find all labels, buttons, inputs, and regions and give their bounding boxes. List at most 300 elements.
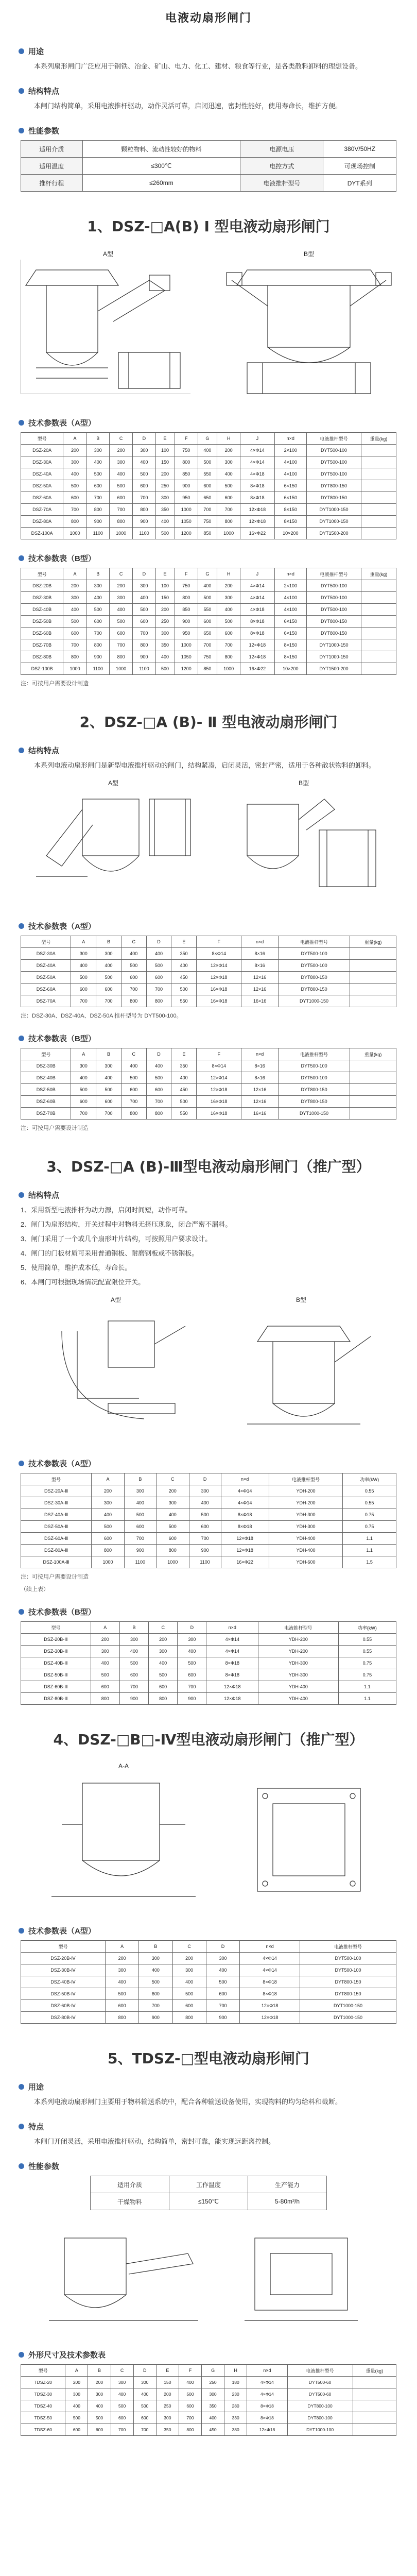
- column-header: F: [175, 433, 198, 445]
- table-cell: 200: [91, 1634, 119, 1646]
- table-cell: 400: [146, 948, 171, 960]
- table-cell: 950: [175, 492, 198, 504]
- table-cell: DSZ-40B: [21, 1072, 71, 1084]
- table-cell: DSZ-80B-Ⅳ: [21, 2012, 106, 2024]
- table-cell: 350: [155, 504, 175, 516]
- gate-drawing-plan-icon: [232, 1762, 386, 1912]
- column-header: A: [105, 1941, 138, 1953]
- table-cell: 1000: [175, 504, 198, 516]
- table-cell: 600: [96, 984, 121, 995]
- table-cell: 600: [124, 1521, 156, 1533]
- s3-item: 6、本闸门可根据现场情况配置限位开关。: [21, 1278, 145, 1286]
- column-header: C: [111, 2365, 133, 2377]
- table-cell: 550: [171, 1108, 197, 1120]
- bullet-icon: [19, 555, 24, 561]
- table-cell: 300: [109, 592, 132, 604]
- column-header: B: [119, 1622, 148, 1634]
- table-cell: 700: [63, 639, 86, 651]
- column-header: G: [198, 433, 217, 445]
- table-row: [21, 663, 396, 675]
- table-cell: 600: [63, 628, 86, 639]
- s2-tech-b-heading: 技术参数表（B型）: [19, 1033, 417, 1044]
- s3-fig-b: B型: [216, 1295, 386, 1445]
- s2-note-a: 注：DSZ-30A、DSZ-40A、DSZ-50A 推杆型号为 DYT500-100。: [21, 1013, 182, 1019]
- column-header: A: [92, 1473, 125, 1485]
- table-cell: YDH-200: [269, 1497, 343, 1509]
- table-cell: DSZ-70A: [21, 504, 63, 516]
- table-cell: DSZ-60A: [21, 984, 71, 995]
- s3-item: 4、闸门的门板材质可采用普通钢板、耐磨钢板或不锈钢板。: [21, 1249, 199, 1257]
- column-header: 功率(kW): [343, 1473, 396, 1485]
- table-cell: 950: [175, 628, 198, 639]
- table-cell: [350, 948, 396, 960]
- table-cell: DYT500-100: [278, 948, 350, 960]
- s1-footnote: 注：可按用户需要设计制造: [21, 681, 89, 687]
- column-header: D: [189, 1473, 221, 1485]
- table-cell: 600: [71, 984, 96, 995]
- table-cell: 800: [109, 651, 132, 663]
- column-header: 电液推杆型号: [269, 1473, 343, 1485]
- table-cell: 100: [155, 580, 175, 592]
- column-header: B: [86, 568, 109, 580]
- table-cell: TDSZ-30: [21, 2388, 65, 2400]
- column-header: E: [171, 1048, 197, 1060]
- s1-tech-b-heading: 技术参数表（B型）: [19, 553, 417, 564]
- table-cell: DYT500-100: [307, 604, 361, 616]
- table-header-row: [21, 1622, 396, 1634]
- table-cell: 0.75: [343, 1509, 396, 1521]
- table-cell: 800: [109, 516, 132, 528]
- table-cell: 800: [172, 2012, 206, 2024]
- t3b-table: [21, 1621, 396, 1705]
- table-cell: 900: [133, 651, 155, 663]
- table-cell: 400: [149, 1657, 178, 1669]
- table-row: 适用温度 ≤300℃ 电控方式 可现场控制: [21, 158, 396, 175]
- table-cell: 800: [63, 516, 86, 528]
- table-cell: 800: [63, 651, 86, 663]
- table-cell: [350, 1084, 396, 1096]
- table-cell: 800: [149, 1693, 178, 1705]
- table-cell: 300: [133, 445, 155, 456]
- table-cell: 1000: [217, 663, 240, 675]
- table-cell: 600: [217, 628, 240, 639]
- table-cell: DSZ-30B-Ⅳ: [21, 1964, 106, 1976]
- column-header: n×d: [274, 568, 307, 580]
- bullet-icon: [19, 1036, 24, 1041]
- table-cell: 0.75: [343, 1521, 396, 1533]
- column-header: n×d: [240, 1941, 300, 1953]
- table-cell: DSZ-30A: [21, 456, 63, 468]
- table-header-row: [21, 1941, 396, 1953]
- column-header: D: [178, 1622, 206, 1634]
- bullet-icon: [19, 1192, 24, 1198]
- table-cell: DSZ-100B: [21, 663, 63, 675]
- s2-figures: [0, 778, 417, 907]
- table-header-row: [21, 433, 396, 445]
- table-cell: 700: [139, 2000, 172, 2012]
- table-cell: 16×16: [241, 1108, 278, 1120]
- table-cell: YDH-200: [258, 1634, 339, 1646]
- column-header: 型号: [21, 2365, 65, 2377]
- column-header: E: [155, 433, 175, 445]
- table-cell: 400: [63, 468, 86, 480]
- table-cell: 700: [86, 628, 109, 639]
- s1-tech-a-heading: 技术参数表（A型）: [19, 417, 417, 428]
- table-cell: DSZ-50A: [21, 972, 71, 984]
- table-cell: 700: [206, 2000, 239, 2012]
- table-cell: 650: [198, 628, 217, 639]
- table-cell: 800: [91, 1693, 119, 1705]
- table-cell: 400: [111, 2388, 133, 2400]
- table-cell: 8×Φ18: [240, 492, 274, 504]
- table-cell: 8×Φ18: [240, 616, 274, 628]
- table-cell: 1.5: [343, 1556, 396, 1568]
- table-cell: DYT800-100: [287, 2412, 353, 2424]
- table-cell: 4×Φ14: [240, 445, 274, 456]
- table-cell: 12×Φ18: [240, 639, 274, 651]
- bottom-spacer: [0, 2440, 417, 2461]
- table-cell: 800: [146, 1108, 171, 1120]
- table-cell: 650: [198, 492, 217, 504]
- table-cell: 8×150: [274, 504, 307, 516]
- column-header: 型号: [21, 433, 63, 445]
- table-cell: 16×16: [241, 995, 278, 1007]
- table-cell: [350, 1096, 396, 1108]
- table-cell: 300: [172, 1964, 206, 1976]
- table-cell: 800: [133, 639, 155, 651]
- table-row: [21, 960, 396, 972]
- bullet-icon: [19, 1928, 24, 1934]
- table-row: [21, 2388, 396, 2400]
- table-cell: 12×Φ18: [247, 2424, 287, 2436]
- table-header-row: [21, 568, 396, 580]
- table-cell: 100: [155, 445, 175, 456]
- table-cell: [353, 2388, 396, 2400]
- table-cell: 300: [65, 2388, 88, 2400]
- table-cell: 4×Φ14: [240, 1953, 300, 1964]
- table-cell: TDSZ-40: [21, 2400, 65, 2412]
- s1-title: 1、DSZ-□A(B) Ⅰ 型电液动扇形闸门: [87, 218, 330, 235]
- table-cell: 500: [172, 1988, 206, 2000]
- table-row: [21, 1657, 396, 1669]
- column-header: 型号: [21, 936, 71, 948]
- table-cell: DYT800-150: [307, 628, 361, 639]
- table-cell: 450: [171, 972, 197, 984]
- table-cell: DYT500-100: [307, 445, 361, 456]
- table-cell: 4×Φ14: [206, 1634, 258, 1646]
- column-header: A: [65, 2365, 88, 2377]
- table-cell: DYT500-100: [307, 468, 361, 480]
- table-cell: 300: [92, 1497, 125, 1509]
- table-cell: 700: [146, 1096, 171, 1108]
- table-cell: 750: [198, 516, 217, 528]
- table-cell: 250: [156, 2400, 179, 2412]
- table-cell: TDSZ-60: [21, 2424, 65, 2436]
- t1a-table: [21, 432, 396, 539]
- table-cell: 700: [217, 639, 240, 651]
- table-cell: 400: [133, 456, 155, 468]
- table-cell: 400: [105, 1976, 138, 1988]
- table-row: [21, 628, 396, 639]
- table-row: [21, 948, 396, 960]
- table-cell: 400: [86, 592, 109, 604]
- column-header: n×d: [206, 1622, 258, 1634]
- table-cell: [350, 1108, 396, 1120]
- column-header: D: [133, 2365, 156, 2377]
- table-cell: 12×16: [241, 1096, 278, 1108]
- s3-feature-heading: 结构特点: [19, 1190, 417, 1200]
- gate-drawing-front-icon: [224, 2217, 378, 2336]
- s4-title: 4、DSZ-□B□-Ⅳ型电液动扇形闸门（推广型）: [53, 1731, 364, 1748]
- bullet-icon: [19, 128, 24, 133]
- table-cell: 8×Φ14: [197, 1060, 241, 1072]
- table-cell: 800: [217, 651, 240, 663]
- table-cell: DYT800-150: [307, 492, 361, 504]
- table-cell: [361, 504, 396, 516]
- s1-figures: [0, 249, 417, 404]
- column-header: G: [198, 568, 217, 580]
- column-header: 功率(kW): [338, 1622, 396, 1634]
- s4-tech-heading: 技术参数表（A型）: [19, 1925, 417, 1936]
- table-cell: 750: [198, 651, 217, 663]
- table-cell: 550: [198, 468, 217, 480]
- table-cell: 800: [146, 995, 171, 1007]
- table-cell: 300: [96, 948, 121, 960]
- table-cell: 300: [111, 2377, 133, 2388]
- table-cell: 400: [109, 604, 132, 616]
- table-cell: 700: [146, 984, 171, 995]
- column-header: D: [133, 433, 155, 445]
- column-header: A: [91, 1622, 119, 1634]
- table-cell: 400: [198, 445, 217, 456]
- table-row: [21, 2000, 396, 2012]
- table-cell: 1100: [133, 663, 155, 675]
- table-cell: 700: [198, 504, 217, 516]
- column-header: 电液推杆型号: [300, 1941, 396, 1953]
- table-cell: DSZ-80B-Ⅲ: [21, 1693, 91, 1705]
- table-cell: 200: [172, 1953, 206, 1964]
- table-cell: 600: [217, 492, 240, 504]
- table-cell: 4×Φ14: [247, 2388, 287, 2400]
- table-cell: DYT500-100: [307, 580, 361, 592]
- table-cell: 800: [217, 516, 240, 528]
- table-cell: 400: [88, 2400, 111, 2412]
- table-cell: DSZ-60A-Ⅲ: [21, 1533, 92, 1545]
- table-cell: 8×150: [274, 651, 307, 663]
- table-cell: DSZ-50A-Ⅲ: [21, 1521, 92, 1533]
- table-cell: 8×Φ18: [206, 1669, 258, 1681]
- table-cell: [361, 580, 396, 592]
- table-cell: 600: [133, 2412, 156, 2424]
- table-cell: 1000: [63, 528, 86, 539]
- table-cell: 900: [86, 516, 109, 528]
- table-cell: 500: [121, 960, 146, 972]
- table-cell: 500: [86, 604, 109, 616]
- table-cell: 4×100: [274, 604, 307, 616]
- column-header: D: [146, 936, 171, 948]
- s3-figures: [0, 1295, 417, 1445]
- bullet-icon: [19, 748, 24, 753]
- column-header: C: [156, 1473, 189, 1485]
- column-header: B: [96, 936, 121, 948]
- table-cell: 500: [155, 663, 175, 675]
- table-row: 适用介质 颗粒物料、流动性较好的物料 电源电压 380V/50HZ: [21, 141, 396, 158]
- table-cell: DSZ-20B-Ⅲ: [21, 1634, 91, 1646]
- table-cell: DSZ-60B: [21, 628, 63, 639]
- table-row: [21, 1072, 396, 1084]
- gate-drawing-a-icon: [26, 778, 201, 907]
- table-cell: 800: [121, 995, 146, 1007]
- column-header: 重量(kg): [353, 2365, 396, 2377]
- table-cell: [361, 528, 396, 539]
- table-cell: 500: [217, 616, 240, 628]
- table-cell: 400: [179, 2377, 201, 2388]
- column-header: n×d: [241, 936, 278, 948]
- table-cell: 0.75: [338, 1657, 396, 1669]
- table-cell: DSZ-80B: [21, 651, 63, 663]
- table-cell: DYT1500-200: [307, 663, 361, 675]
- table-cell: 400: [156, 1509, 189, 1521]
- table-cell: 200: [156, 2388, 179, 2400]
- table-cell: 700: [179, 2412, 201, 2424]
- table-cell: 600: [86, 616, 109, 628]
- table-cell: 300: [124, 1485, 156, 1497]
- table-cell: 250: [155, 480, 175, 492]
- table-cell: 350: [202, 2400, 224, 2412]
- table-cell: 700: [133, 628, 155, 639]
- table-cell: 12×16: [241, 984, 278, 995]
- column-header: H: [217, 568, 240, 580]
- table-cell: 800: [121, 1108, 146, 1120]
- table-cell: DYT500-60: [287, 2377, 353, 2388]
- s2-note-b: 注：可按用户需要设计制造: [21, 1125, 89, 1131]
- column-header: B: [86, 433, 109, 445]
- s5-fig-side: [39, 2217, 208, 2336]
- column-header: D: [206, 1941, 239, 1953]
- gate-drawing-section-icon: [31, 1762, 216, 1912]
- column-header: A: [63, 568, 86, 580]
- table-cell: 200: [63, 580, 86, 592]
- s2-fig-b: B型: [216, 778, 391, 907]
- table-row: [21, 2012, 396, 2024]
- column-header: C: [109, 433, 132, 445]
- table-cell: 12×Φ18: [240, 2012, 300, 2024]
- table-cell: 400: [63, 604, 86, 616]
- table-cell: 750: [175, 580, 198, 592]
- table-cell: DYT800-150: [300, 1976, 396, 1988]
- table-cell: [361, 639, 396, 651]
- s5-fig-front: [224, 2217, 378, 2336]
- table-cell: DYT800-100: [287, 2400, 353, 2412]
- table-cell: 4×Φ14: [240, 456, 274, 468]
- table-cell: 500: [96, 972, 121, 984]
- t4-table: [21, 1940, 396, 2024]
- table-cell: 16×Φ22: [240, 528, 274, 539]
- column-header: E: [156, 2365, 179, 2377]
- table-cell: 150: [156, 2377, 179, 2388]
- table-row: [21, 492, 396, 504]
- table-cell: [350, 1072, 396, 1084]
- column-header: D: [146, 1048, 171, 1060]
- table-cell: 250: [202, 2377, 224, 2388]
- s2-title: 2、DSZ-□A (B)- Ⅱ 型电液动扇形闸门: [79, 714, 338, 731]
- table-cell: 8×16: [241, 960, 278, 972]
- table-cell: 900: [206, 2012, 239, 2024]
- table-cell: 300: [217, 592, 240, 604]
- table-cell: 1000: [109, 663, 132, 675]
- s3-title: 3、DSZ-□A (B)-Ⅲ型电液动扇形闸门（推广型）: [46, 1158, 371, 1175]
- table-cell: DYT500-100: [307, 456, 361, 468]
- column-header: C: [121, 936, 146, 948]
- table-cell: 800: [86, 639, 109, 651]
- table-cell: 500: [156, 1521, 189, 1533]
- table-cell: 700: [71, 995, 96, 1007]
- table-cell: DYT1000-150: [278, 1108, 350, 1120]
- table-cell: 400: [96, 1072, 121, 1084]
- bullet-icon: [19, 2124, 24, 2129]
- table-cell: 300: [133, 2377, 156, 2388]
- table-cell: 500: [63, 616, 86, 628]
- table-cell: 1.1: [338, 1681, 396, 1693]
- table-cell: DSZ-20A: [21, 445, 63, 456]
- table-cell: 700: [71, 1108, 96, 1120]
- table-cell: 500: [86, 468, 109, 480]
- column-header: 电液推杆型号: [307, 433, 361, 445]
- table-row: [21, 2377, 396, 2388]
- s5-feature-text: 本闸门开闭灵活，采用电液推杆驱动，结构简单，密封可靠，能实现远距离控制。: [34, 2138, 275, 2145]
- table-cell: 700: [109, 639, 132, 651]
- table-cell: 800: [156, 1545, 189, 1556]
- table-row: [21, 1533, 396, 1545]
- table-cell: 200: [217, 580, 240, 592]
- column-header: 型号: [21, 1622, 91, 1634]
- table-cell: 8×Φ18: [247, 2412, 287, 2424]
- table-cell: 8×150: [274, 516, 307, 528]
- table-cell: 4×Φ14: [206, 1646, 258, 1657]
- table-cell: 900: [133, 516, 155, 528]
- table-cell: 300: [155, 492, 175, 504]
- table-cell: 500: [198, 592, 217, 604]
- table-cell: 700: [96, 995, 121, 1007]
- table-row: [21, 1953, 396, 1964]
- column-header: A: [63, 433, 86, 445]
- table-row: [21, 984, 396, 995]
- column-header: B: [88, 2365, 111, 2377]
- column-header: 型号: [21, 1048, 71, 1060]
- column-header: 电液推杆型号: [287, 2365, 353, 2377]
- table-cell: DSZ-60B-Ⅲ: [21, 1681, 91, 1693]
- table-cell: 550: [171, 995, 197, 1007]
- table-row: [21, 1497, 396, 1509]
- table-cell: DSZ-40A: [21, 960, 71, 972]
- table-cell: 700: [86, 492, 109, 504]
- table-cell: 800: [175, 592, 198, 604]
- table-cell: 400: [139, 1964, 172, 1976]
- table-cell: 400: [121, 1060, 146, 1072]
- column-header: 型号: [21, 1941, 106, 1953]
- table-cell: DSZ-40B-Ⅲ: [21, 1657, 91, 1669]
- table-cell: DSZ-40B-Ⅳ: [21, 1976, 106, 1988]
- table-row: [21, 468, 396, 480]
- table-cell: 4×Φ14: [221, 1497, 269, 1509]
- table-cell: DSZ-50B: [21, 616, 63, 628]
- column-header: n×d: [221, 1473, 269, 1485]
- table-cell: 300: [71, 1060, 96, 1072]
- table-cell: [361, 492, 396, 504]
- table-cell: 300: [63, 592, 86, 604]
- table-cell: 500: [179, 2388, 201, 2400]
- column-header: 电液推杆型号: [278, 936, 350, 948]
